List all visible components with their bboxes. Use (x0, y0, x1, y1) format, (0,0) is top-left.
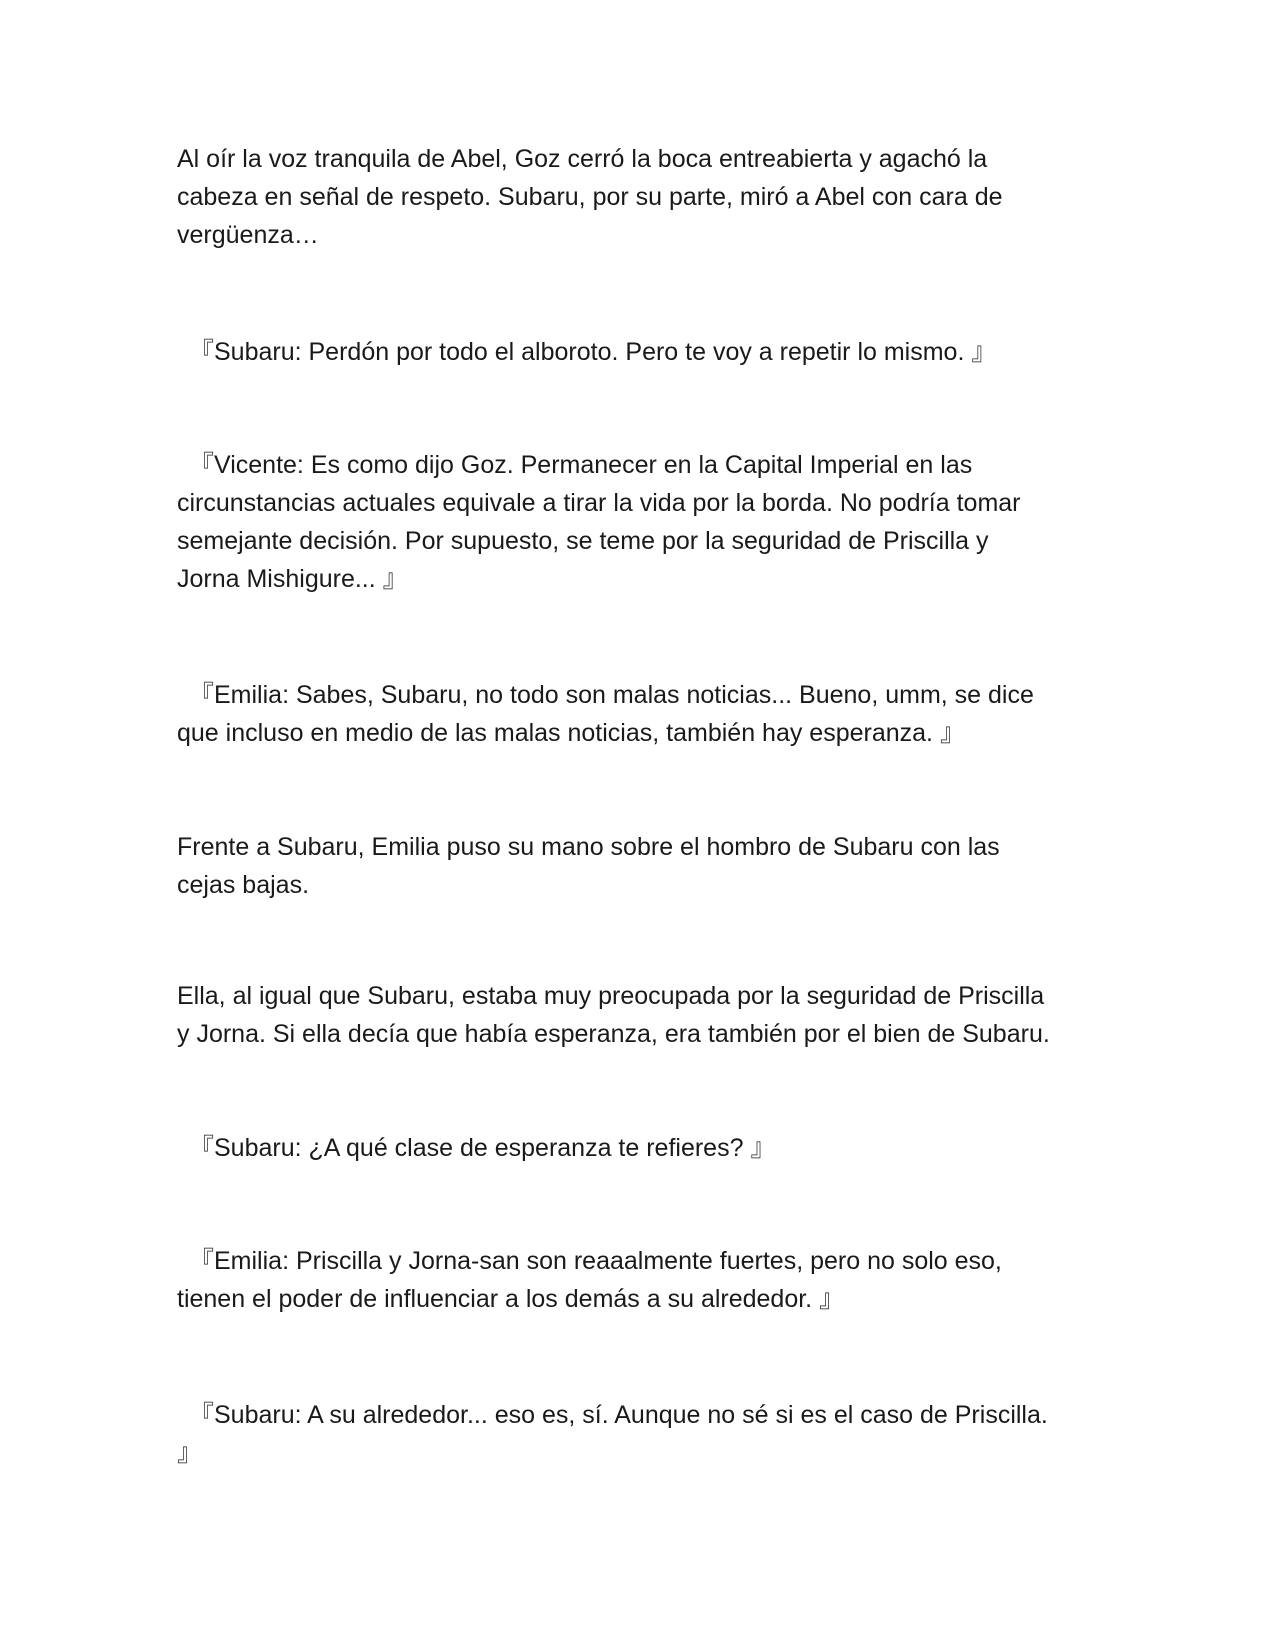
dialogue-paragraph (177, 333, 1097, 371)
dialogue-paragraph (177, 446, 1097, 598)
dialogue-paragraph (177, 1242, 1097, 1318)
text-line: tienen el poder de influenciar a los demás a su alrededor. 』 (177, 1285, 845, 1313)
text-line: 『Emilia: Priscilla y Jorna-san son reaaalmente fuertes, pero no solo eso, (189, 1247, 1002, 1275)
narration-paragraph (177, 140, 1097, 254)
text-line: cabeza en señal de respeto. Subaru, por su parte, miró a Abel con cara de (177, 183, 1003, 211)
dialogue-paragraph (177, 1129, 1097, 1167)
text-line: 『Vicente: Es como dijo Goz. Permanecer en la Capital Imperial en las (189, 451, 973, 479)
text-line: Jorna Mishigure... 』 (177, 565, 408, 593)
text-line: Ella, al igual que Subaru, estaba muy preocupada por la seguridad de Priscilla (177, 982, 1045, 1010)
text-line: 『Subaru: Perdón por todo el alboroto. Pero te voy a repetir lo mismo. 』 (189, 338, 997, 366)
text-line: 『Subaru: A su alrededor... eso es, sí. Aunque no sé si es el caso de Priscilla. (189, 1401, 1048, 1429)
text-line: cejas bajas. (177, 871, 310, 899)
text-line: 『Subaru: ¿A qué clase de esperanza te refieres? 』 (189, 1134, 776, 1162)
text-line: y Jorna. Si ella decía que había esperanza, era también por el bien de Subaru. (177, 1020, 1050, 1048)
text-line: vergüenza… (177, 221, 319, 249)
text-line: Al oír la voz tranquila de Abel, Goz cerró la boca entreabierta y agachó la (177, 145, 988, 173)
text-line: semejante decisión. Por supuesto, se teme por la seguridad de Priscilla y (177, 527, 989, 555)
text-line: 『Emilia: Sabes, Subaru, no todo son malas noticias... Bueno, umm, se dice (189, 681, 1034, 709)
text-line: Frente a Subaru, Emilia puso su mano sobre el hombro de Subaru con las (177, 833, 1000, 861)
narration-paragraph (177, 828, 1097, 904)
dialogue-paragraph (177, 676, 1097, 752)
text-line: circunstancias actuales equivale a tirar la vida por la borda. No podría tomar (177, 489, 1021, 517)
dialogue-paragraph (177, 1396, 1097, 1472)
text-line: 』 (177, 1439, 203, 1467)
text-line: que incluso en medio de las malas noticias, también hay esperanza. 』 (177, 719, 965, 747)
narration-paragraph (177, 977, 1097, 1053)
